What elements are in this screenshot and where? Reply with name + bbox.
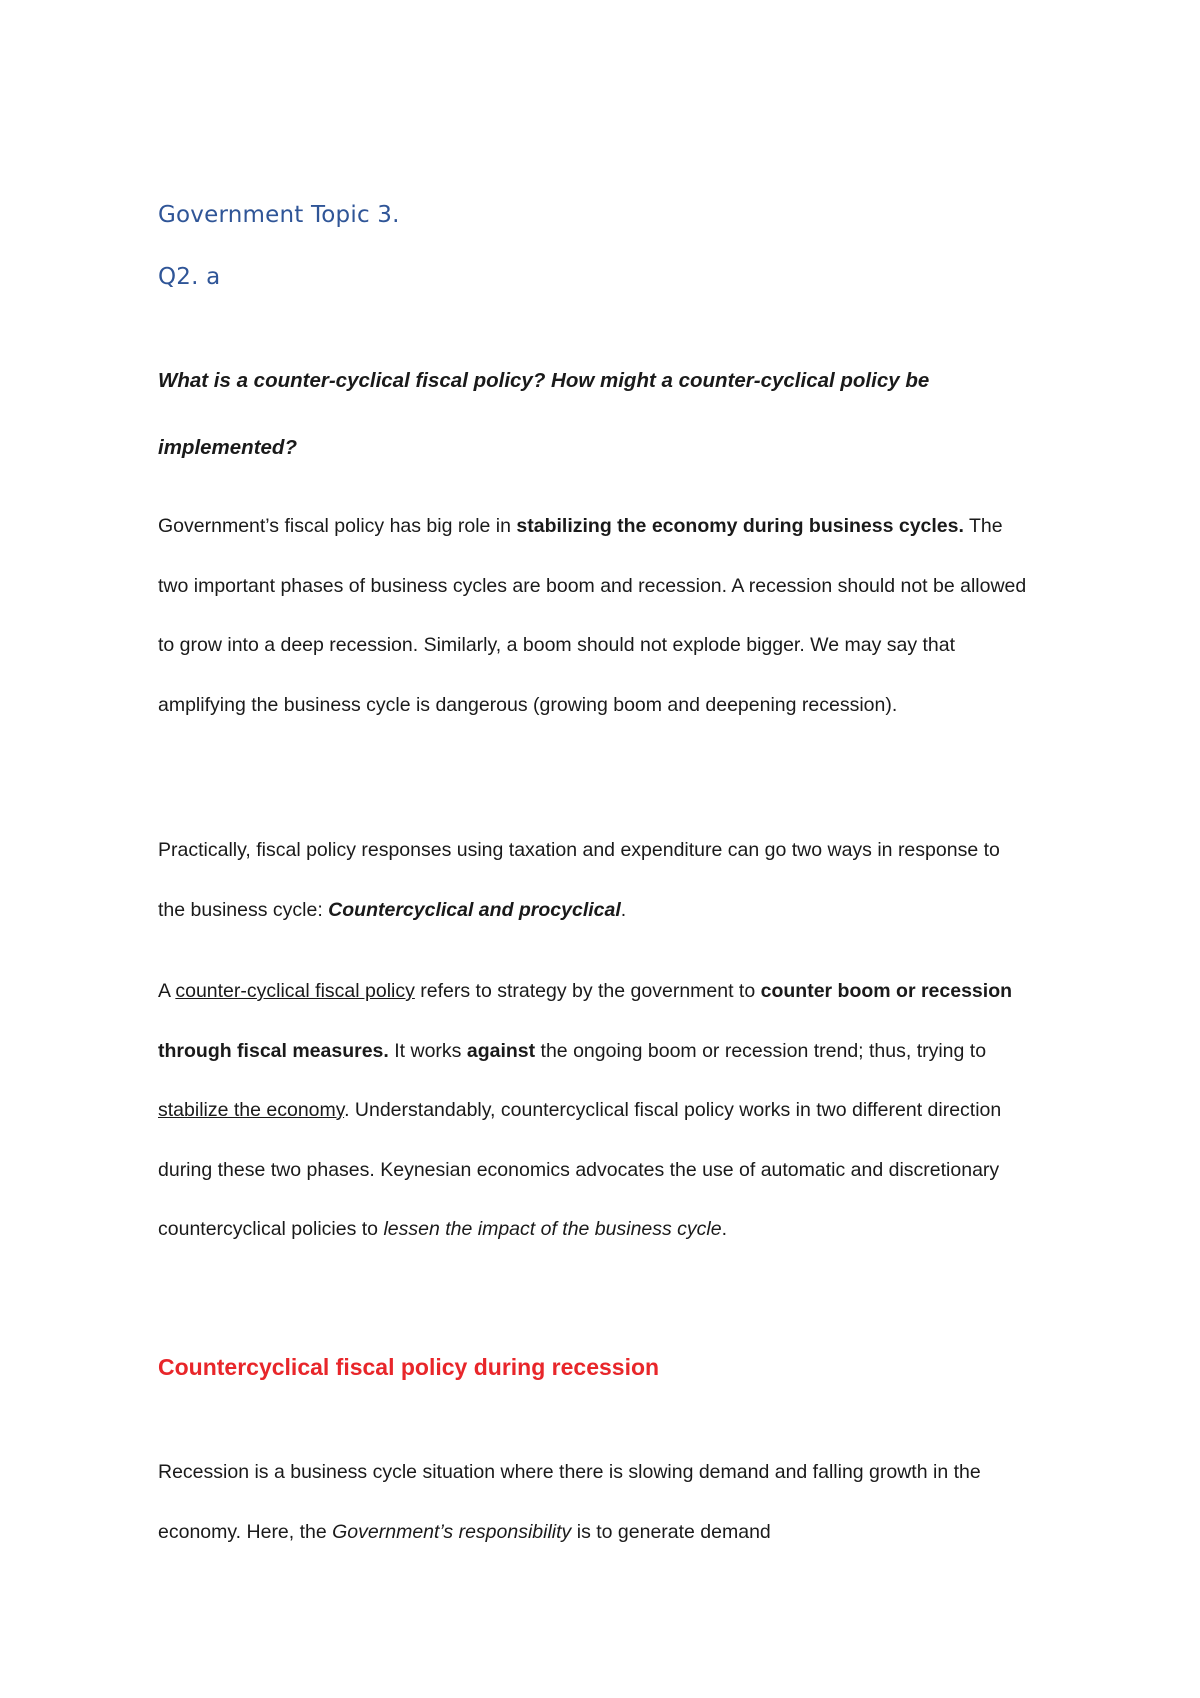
paragraph-definition [158, 962, 1028, 1260]
paragraph-fiscal-role [158, 497, 1028, 735]
question-number-heading: Q2. a [158, 264, 221, 290]
text-run: Recession is a business cycle situation where there is slowing demand and falling growth in the economy. Here, the [158, 1461, 981, 1543]
text-run: . [620, 898, 627, 921]
paragraph-two-ways [158, 821, 1028, 940]
text-run: . [721, 1218, 728, 1240]
text-run: Practically, fiscal policy responses using taxation and expenditure can go two ways in response to the business cycle: [158, 839, 1000, 921]
text-run: Government’s fiscal policy has big role in [158, 515, 517, 537]
paragraph-recession [158, 1443, 1028, 1562]
topic-heading: Government Topic 3. [158, 202, 400, 228]
bold-run: stabilizing the economy during business cycles. [516, 515, 964, 537]
text-run: A [158, 980, 176, 1002]
text-run: refers to strategy by the government to [414, 980, 761, 1002]
bold-run: against [466, 1039, 536, 1062]
text-run: It works [388, 1039, 467, 1062]
text-run: The two important phases of business cycles are boom and recession. A recession should not be allowed to grow into a deep recession. Similarly, a boom should not explode bigger. We may say that amplifying the business cycle is dangerous (growing boom and deepening recession). [158, 515, 1027, 716]
italic-run: Government’s responsibility [332, 1520, 572, 1543]
italic-run: lessen the impact of the business cycle [383, 1218, 722, 1240]
text-run: is to generate demand [571, 1520, 771, 1543]
underlined-term: counter-cyclical fiscal policy [175, 980, 415, 1002]
bold-run: counter boom or recession through fiscal measures. [158, 980, 1013, 1062]
section-heading: Countercyclical fiscal policy during recession [158, 1354, 660, 1380]
text-run: the ongoing boom or recession trend; thus, trying to [535, 1039, 987, 1062]
question-text: What is a counter-cyclical fiscal policy? How might a counter-cyclical policy be implemented? [158, 369, 930, 459]
bold-italic-run: Countercyclical and procyclical [328, 898, 621, 921]
text-run: . Understandably, countercyclical fiscal policy works in two different direction during these two phases. Keynesian economics advocates the use of automatic and discretionary countercyclical policies to [158, 1099, 1002, 1240]
underlined-term: stabilize the economy [158, 1099, 345, 1121]
